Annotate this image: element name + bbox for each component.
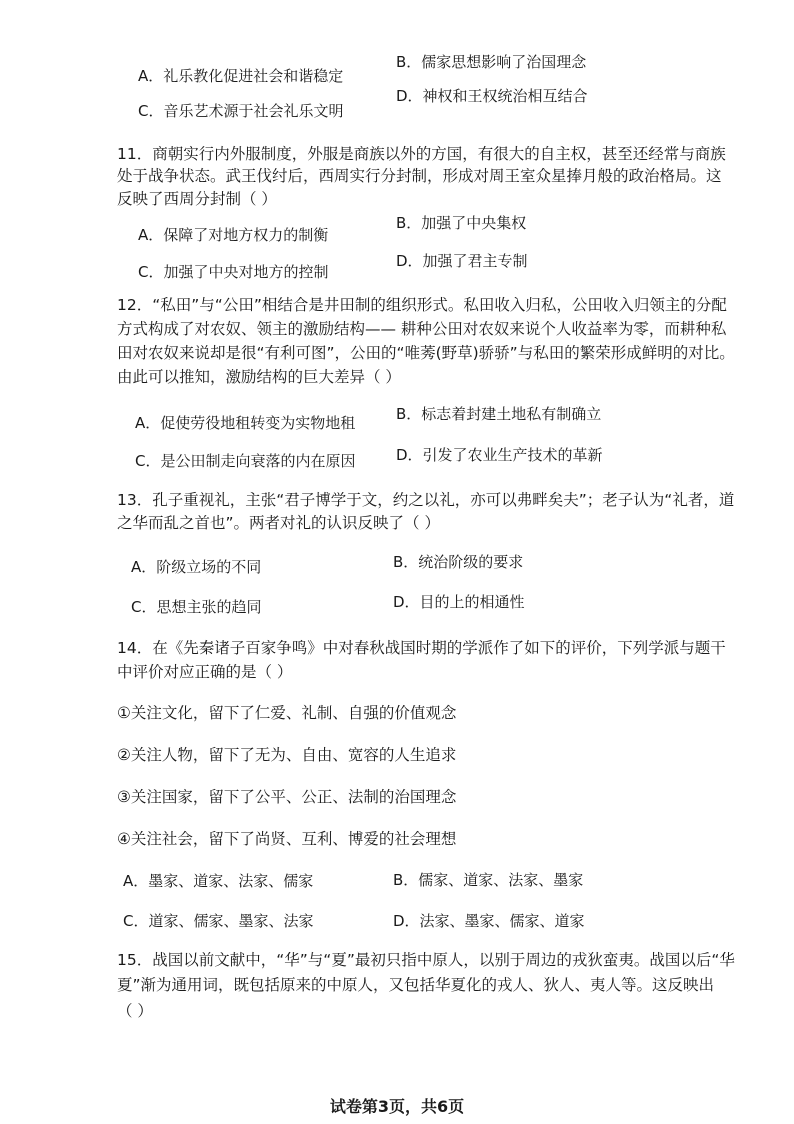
q14-option-b: B．儒家、道家、法家、墨家 (393, 871, 584, 889)
q11-option-a: A．保障了对地方权力的制衡 (138, 226, 329, 244)
q10-option-b: B．儒家思想影响了治国理念 (396, 53, 587, 71)
q15-stem-line-2: 夏”渐为通用词，既包括原来的中原人，又包括华夏化的戎人、狄人、夷人等。这反映出 (117, 976, 715, 994)
q11-stem-line-3: 反映了西周分封制（ ） (117, 190, 277, 208)
q15-stem-line-1: 15．战国以前文献中，“华”与“夏”最初只指中原人，以别于周边的戎狄蛮夷。战国以后“华 (117, 951, 735, 969)
q14-stem-line-2: 中评价对应正确的是（ ） (117, 663, 293, 681)
q15-stem-line-3: （ ） (117, 1002, 153, 1020)
q13-stem-line-2: 之华而乱之首也”。两者对礼的认识反映了（ ） (117, 514, 440, 532)
q14-option-d: D．法家、墨家、儒家、道家 (393, 912, 585, 930)
q14-option-a: A．墨家、道家、法家、儒家 (123, 872, 314, 890)
q10-option-c: C．音乐艺术源于社会礼乐文明 (138, 102, 344, 120)
q13-stem-line-1: 13．孔子重视礼，主张“君子博学于文，约之以礼，亦可以弗畔矣夫”；老子认为“礼者，道 (117, 491, 735, 509)
page-footer: 试卷第3页，共6页 (329, 1097, 465, 1116)
q10-option-d: D．神权和王权统治相互结合 (396, 87, 588, 105)
q12-stem-line-4: 由此可以推知，激励结构的巨大差异（ ） (117, 368, 401, 386)
q12-stem-line-3: 田对农奴来说却是很“有利可图”，公田的“唯莠(野草)骄骄”与私田的繁荣形成鲜明的对比。 (117, 344, 735, 362)
q14-item-2: ②关注人物，留下了无为、自由、宽容的人生追求 (117, 746, 457, 764)
q13-option-b: B．统治阶级的要求 (393, 553, 524, 571)
q11-option-c: C．加强了中央对地方的控制 (138, 263, 329, 281)
q14-option-c: C．道家、儒家、墨家、法家 (123, 912, 314, 930)
q13-option-a: A．阶级立场的不同 (131, 558, 262, 576)
q14-item-3: ③关注国家，留下了公平、公正、法制的治国理念 (117, 788, 457, 806)
q12-option-a: A．促使劳役地租转变为实物地租 (135, 414, 356, 432)
q12-option-d: D．引发了农业生产技术的革新 (396, 446, 603, 464)
q12-stem-line-1: 12．“私田”与“公田”相结合是井田制的组织形式。私田收入归私，公田收入归领主的分配 (117, 296, 727, 314)
q12-stem-line-2: 方式构成了对农奴、领主的激励结构—— 耕种公田对农奴来说个人收益率为零，而耕种私 (117, 320, 727, 338)
q13-option-c: C．思想主张的趋同 (131, 598, 262, 616)
q11-option-b: B．加强了中央集权 (396, 214, 527, 232)
q13-option-d: D．目的上的相通性 (393, 593, 525, 611)
q12-option-b: B．标志着封建土地私有制确立 (396, 405, 602, 423)
q12-option-c: C．是公田制走向衰落的内在原因 (135, 452, 356, 470)
q14-item-1: ①关注文化，留下了仁爱、礼制、自强的价值观念 (117, 704, 457, 722)
q14-item-4: ④关注社会，留下了尚贤、互利、博爱的社会理想 (117, 830, 457, 848)
q11-stem-line-1: 11．商朝实行内外服制度，外服是商族以外的方国，有很大的自主权，甚至还经常与商族 (117, 145, 726, 163)
q10-option-a: A．礼乐教化促进社会和谐稳定 (138, 67, 344, 85)
q11-stem-line-2: 处于战争状态。武王伐纣后，西周实行分封制，形成对周王室众星捧月般的政治格局。这 (117, 167, 722, 185)
q11-option-d: D．加强了君主专制 (396, 252, 528, 270)
q14-stem-line-1: 14．在《先秦诸子百家争鸣》中对春秋战国时期的学派作了如下的评价，下列学派与题干 (117, 639, 726, 657)
